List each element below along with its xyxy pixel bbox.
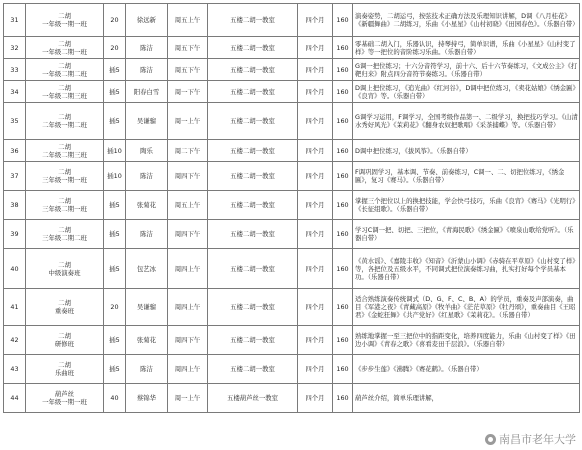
cell-no: 37 <box>4 162 26 191</box>
cell-cls: 二胡 二年级二期三班 <box>26 140 104 162</box>
cell-time: 周五下午 <box>168 37 208 59</box>
cell-room: 五楼二胡一教室 <box>208 103 298 140</box>
cell-fee: 160 <box>333 191 353 220</box>
table-row <box>4 162 580 191</box>
cell-desc: G调一把位练习；十六分音符学习，前十六、后十六节奏练习，《文成公主》《打靶归来》附点四分音符节奏练习。（乐器自带） <box>353 59 580 81</box>
cell-fee: 160 <box>333 326 353 355</box>
cell-room: 五楼二胡一教室 <box>208 220 298 249</box>
cell-cls: 二胡 三年级二期一班 <box>26 191 104 220</box>
cell-teacher: 张菊花 <box>126 326 168 355</box>
cell-size: 插10 <box>104 162 126 191</box>
cell-no: 35 <box>4 103 26 140</box>
cell-time: 周四下午 <box>168 162 208 191</box>
cell-no: 32 <box>4 37 26 59</box>
cell-fee: 160 <box>333 384 353 413</box>
cell-dur: 四个月 <box>298 326 333 355</box>
cell-fee: 160 <box>333 220 353 249</box>
cell-teacher: 陈洁 <box>126 162 168 191</box>
cell-size: 插5 <box>104 355 126 384</box>
cell-teacher: 张菊花 <box>126 191 168 220</box>
table-row <box>4 103 580 140</box>
cell-size: 插5 <box>104 220 126 249</box>
table-row <box>4 355 580 384</box>
cell-size: 插5 <box>104 326 126 355</box>
cell-size: 插5 <box>104 249 126 289</box>
cell-teacher: 陈洁 <box>126 355 168 384</box>
cell-no: 38 <box>4 191 26 220</box>
cell-size: 20 <box>104 37 126 59</box>
cell-teacher: 陈洁 <box>126 37 168 59</box>
wechat-icon <box>485 434 496 445</box>
cell-room: 五楼二胡一教室 <box>208 191 298 220</box>
cell-desc: 适合熟练演奏传统调式（D、G、F、C、B、A）的学员，重奏及声部演奏，曲目《军港之夜》《青藏高原》《牧羊曲》《茫茫草原》《牡丹颂》，重奏曲目《王昭君》《金蛇狂舞》《共产党好》《红星歌》《茉莉花》。（乐器自带） <box>353 289 580 326</box>
cell-no: 42 <box>4 326 26 355</box>
cell-cls: 二胡 三年级二期二班 <box>26 220 104 249</box>
cell-fee: 160 <box>333 140 353 162</box>
cell-time: 周一上午 <box>168 103 208 140</box>
cell-time: 周四上午 <box>168 355 208 384</box>
cell-desc: G调学习运用，F调学习，全国考级作品第一、二级学习，换把技巧学习。《山清水秀好风光》《茉莉花》《翻身农奴把歌唱》《采茶捕蝶》等。（乐器自带） <box>353 103 580 140</box>
table-row <box>4 191 580 220</box>
cell-no: 36 <box>4 140 26 162</box>
cell-cls: 二胡 研修班 <box>26 326 104 355</box>
cell-desc: 《步步生莲》《沸腾》《赛花鹤》。（乐器自带） <box>353 355 580 384</box>
cell-time: 周四下午 <box>168 326 208 355</box>
cell-dur: 四个月 <box>298 4 333 37</box>
cell-teacher: 陈洁 <box>126 59 168 81</box>
cell-time: 周四上午 <box>168 249 208 289</box>
cell-size: 20 <box>104 289 126 326</box>
cell-time: 周五上午 <box>168 191 208 220</box>
cell-dur: 四个月 <box>298 81 333 103</box>
cell-fee: 160 <box>333 37 353 59</box>
cell-no: 34 <box>4 81 26 103</box>
cell-desc: D调上把位练习，《追光曲》《红河谷》，D调中把位练习，《卖花姑娘》《绣金匾》《良宵》等。（乐器自带） <box>353 81 580 103</box>
table-row <box>4 140 580 162</box>
cell-desc: 《黄水谣》、《嘉陵丰收》《知音》《沂蒙山小调》《赤骑在平草原》《山村变了样》等，各把位及五级水平，不同调式把位演奏练习曲，扎实打好每个学员基本功。（乐器自带） <box>353 249 580 289</box>
cell-room: 五楼二胡一教室 <box>208 37 298 59</box>
cell-teacher: 阳春白雪 <box>126 81 168 103</box>
cell-room: 五楼二胡一教室 <box>208 140 298 162</box>
cell-no: 31 <box>4 4 26 37</box>
cell-dur: 四个月 <box>298 384 333 413</box>
cell-fee: 160 <box>333 249 353 289</box>
cell-time: 周四下午 <box>168 220 208 249</box>
cell-room: 五楼二胡一教室 <box>208 326 298 355</box>
cell-time: 周二下午 <box>168 140 208 162</box>
cell-room: 五楼二胡一教室 <box>208 289 298 326</box>
cell-room: 五楼葫芦丝一教室 <box>208 384 298 413</box>
table-row <box>4 4 580 37</box>
cell-teacher: 陈洁 <box>126 220 168 249</box>
watermark <box>483 431 578 447</box>
table-row <box>4 59 580 81</box>
cell-teacher: 徐远新 <box>126 4 168 37</box>
cell-time: 周五上午 <box>168 4 208 37</box>
cell-cls: 二胡 一年级二期一班 <box>26 37 104 59</box>
cell-room: 五楼二胡一教室 <box>208 4 298 37</box>
cell-no: 40 <box>4 249 26 289</box>
cell-no: 44 <box>4 384 26 413</box>
table-row <box>4 384 580 413</box>
cell-room: 五楼二胡一教室 <box>208 81 298 103</box>
cell-teacher: 包艺冰 <box>126 249 168 289</box>
cell-cls: 二胡 中级演奏班 <box>26 249 104 289</box>
cell-cls: 二胡 三年级一期一班 <box>26 162 104 191</box>
cell-no: 41 <box>4 289 26 326</box>
cell-fee: 160 <box>333 4 353 37</box>
cell-cls: 二胡 一年级二期二班 <box>26 59 104 81</box>
cell-no: 39 <box>4 220 26 249</box>
cell-cls: 二胡 乐曲班 <box>26 355 104 384</box>
cell-desc: 葫芦丝介绍，简单乐理讲解， <box>353 384 580 413</box>
table-row <box>4 220 580 249</box>
cell-room: 五楼二胡一教室 <box>208 59 298 81</box>
cell-time: 周五下午 <box>168 59 208 81</box>
cell-time: 周一下午 <box>168 81 208 103</box>
cell-desc: 熟练地掌握一至三把位中的指距变化，培养四度能力，乐曲《山村变了样》《田边小调》《青春之歌》《喜看麦田千层浪》。（乐器自带） <box>353 326 580 355</box>
cell-dur: 四个月 <box>298 140 333 162</box>
cell-size: 插5 <box>104 59 126 81</box>
cell-fee: 160 <box>333 59 353 81</box>
cell-cls: 葫芦丝 一年级一期一班 <box>26 384 104 413</box>
watermark-text: 南昌市老年大学 <box>499 433 576 446</box>
table-row <box>4 37 580 59</box>
cell-dur: 四个月 <box>298 249 333 289</box>
cell-teacher: 吴谦骝 <box>126 103 168 140</box>
cell-room: 五楼二胡一教室 <box>208 249 298 289</box>
cell-dur: 四个月 <box>298 289 333 326</box>
cell-cls: 二胡 一年级一期一班 <box>26 4 104 37</box>
cell-no: 43 <box>4 355 26 384</box>
cell-desc: 掌握三个把位以上的换把技能，学会快弓技巧，乐曲《良宵》《赛马》《光明行》《长征组歌》。（乐器自带） <box>353 191 580 220</box>
cell-time: 周四上午 <box>168 289 208 326</box>
cell-size: 40 <box>104 384 126 413</box>
cell-cls: 二胡 重奏班 <box>26 289 104 326</box>
cell-desc: 学习C调一把、切把、三把位，《青海民歌》《绣金匾》《喷泉山歌给党听》。（乐器自带） <box>353 220 580 249</box>
table-row <box>4 289 580 326</box>
cell-size: 插5 <box>104 191 126 220</box>
cell-size: 插5 <box>104 103 126 140</box>
cell-dur: 四个月 <box>298 162 333 191</box>
cell-desc: 演奏姿势，二胡运弓，按弦技术正确方法及乐理知识讲解，D调《八月桂花》《新疆舞曲》二胡练习，乐曲《小星星》《山村初晓》《田园春色》。（乐器自带） <box>353 4 580 37</box>
cell-dur: 四个月 <box>298 59 333 81</box>
cell-size: 20 <box>104 4 126 37</box>
cell-cls: 二胡 一年级二期三班 <box>26 81 104 103</box>
cell-desc: D调中把位练习，《拔风筝》。（乐器自带） <box>353 140 580 162</box>
cell-desc: 零基础二胡入门，乐器认识，持琴持弓，简单识谱，乐曲《小星星》《山村变了样》等一把位的音阶练习乐曲。（乐器自带） <box>353 37 580 59</box>
cell-dur: 四个月 <box>298 191 333 220</box>
cell-fee: 160 <box>333 162 353 191</box>
course-table <box>3 3 580 413</box>
cell-cls: 二胡 二年级一期二班 <box>26 103 104 140</box>
cell-room: 五楼二胡一教室 <box>208 162 298 191</box>
table-row <box>4 326 580 355</box>
cell-room: 五楼二胡一教室 <box>208 355 298 384</box>
cell-dur: 四个月 <box>298 355 333 384</box>
cell-size: 插10 <box>104 140 126 162</box>
table-row <box>4 81 580 103</box>
cell-desc: F调巩固学习，基本调、节奏、前奏练习，C调一、二、切把位练习，《绣金匾》，复习《赛马》。（乐器自带） <box>353 162 580 191</box>
cell-teacher: 吴谦骝 <box>126 289 168 326</box>
cell-fee: 160 <box>333 81 353 103</box>
cell-fee: 160 <box>333 289 353 326</box>
cell-dur: 四个月 <box>298 220 333 249</box>
table-row <box>4 249 580 289</box>
cell-fee: 160 <box>333 355 353 384</box>
cell-size: 插5 <box>104 81 126 103</box>
cell-fee: 160 <box>333 103 353 140</box>
cell-teacher: 蔡锦华 <box>126 384 168 413</box>
cell-no: 33 <box>4 59 26 81</box>
cell-dur: 四个月 <box>298 37 333 59</box>
cell-teacher: 陶乐 <box>126 140 168 162</box>
cell-time: 周一上午 <box>168 384 208 413</box>
cell-dur: 四个月 <box>298 103 333 140</box>
